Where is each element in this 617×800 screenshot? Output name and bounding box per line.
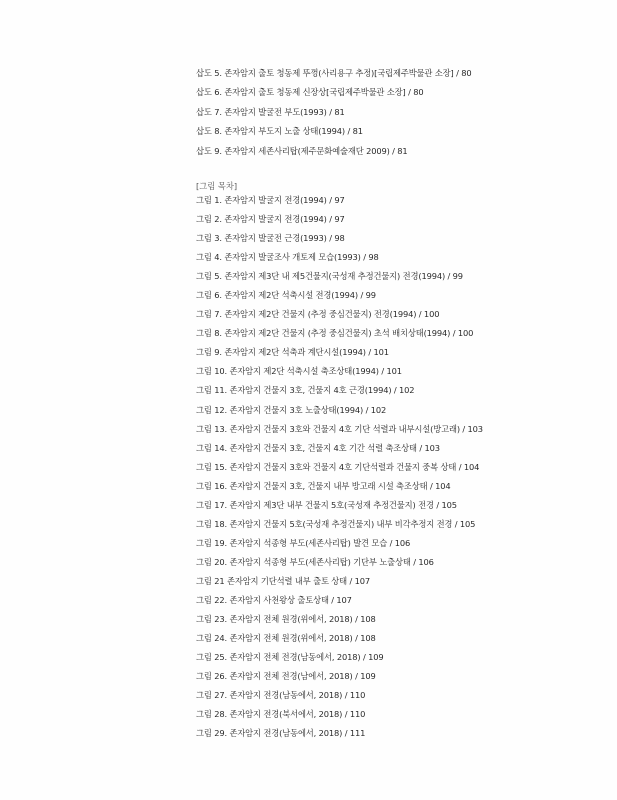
figure-entry: 그림 24. 존자암지 전체 원경(위에서, 2018) / 108 [196,633,376,644]
figure-entry: 그림 2. 존자암지 발굴지 전경(1994) / 97 [196,214,345,225]
figure-entry: 그림 14. 존자암지 건물지 3호, 건물지 4호 기간 석렬 축조상태 / 103 [196,442,440,453]
figure-entry: 그림 8. 존자암지 제2단 건물지 (추정 중심건물지) 초석 배치상태(1994) / 100 [196,328,474,339]
figure-entry: 그림 23. 존자암지 전체 원경(위에서, 2018) / 108 [196,614,376,625]
figure-entry: 그림 7. 존자암지 제2단 건물지 (추정 중심건물지) 전경(1994) / 100 [196,309,440,320]
figure-entry: 그림 3. 존자암지 발굴전 근경(1993) / 98 [196,233,345,244]
figure-entry: 그림 17. 존자암지 제3단 내부 건물지 5호(국성재 추정건물지) 전경 / 105 [196,499,457,510]
figure-entry: 그림 27. 존자암지 전경(남동에서, 2018) / 110 [196,690,366,701]
figure-entry: 그림 4. 존자암지 발굴조사 개토제 모습(1993) / 98 [196,252,379,263]
plate-entry: 삽도 9. 존자암지 세존사리탑(제주문화예술재단 2009) / 81 [196,145,408,156]
figure-entry: 그림 12. 존자암지 건물지 3호 노출상태(1994) / 102 [196,404,387,415]
figure-entry: 그림 18. 존자암지 건물지 5호(국성재 추정건물지) 내부 비각추정지 전경 / 105 [196,518,476,529]
figure-entry: 그림 26. 존자암지 전체 전경(남에서, 2018) / 109 [196,671,376,682]
figure-entry: 그림 13. 존자암지 건물지 3호와 건물지 4호 기단 석렬과 내부시설(방고래) / 103 [196,423,483,434]
plates-list [196,64,606,161]
figure-entry: 그림 16. 존자암지 건물지 3호, 건물지 내부 방고래 시설 축조상태 / 104 [196,480,451,491]
figure-entry: 그림 10. 존자암지 제2단 석축시설 축조상태(1994) / 101 [196,366,402,377]
figure-entry: 그림 29. 존자암지 전경(남동에서, 2018) / 111 [196,728,366,739]
figure-entry: 그림 20. 존자암지 석종형 부도(세존사리탑) 기단부 노출상태 / 106 [196,556,434,567]
figure-entry: 그림 22. 존자암지 사천왕상 출토상태 / 107 [196,594,352,605]
plate-entry: 삽도 6. 존자암지 출토 청동제 신장상[국립제주박물관 소장] / 80 [196,87,424,98]
plate-entry: 삽도 7. 존자암지 발굴전 부도(1993) / 81 [196,106,345,117]
figure-entry: 그림 19. 존자암지 석종형 부도(세존사리탑) 발견 모습 / 106 [196,537,411,548]
figure-entry: 그림 11. 존자암지 건물지 3호, 건물지 4호 근경(1994) / 102 [196,385,415,396]
plate-entry: 삽도 5. 존자암지 출토 청동제 뚜껑(사리용구 추정)[국립제주박물관 소장] / 80 [196,68,472,78]
figure-entry: 그림 1. 존자암지 발굴지 전경(1994) / 97 [196,195,345,205]
figure-entry: 그림 5. 존자암지 제3단 내 제5건물지(국성재 추정건물지) 전경(1994) / 99 [196,271,463,282]
figure-entry: 그림 28. 존자암지 전경(북서에서, 2018) / 110 [196,709,366,720]
figure-entry: 그림 15. 존자암지 건물지 3호와 건물지 4호 기단석렬과 건물지 중복 상태 / 104 [196,461,480,472]
plate-entry: 삽도 8. 존자암지 부도지 노출 상태(1994) / 81 [196,126,363,137]
figures-list [196,191,606,743]
figure-entry: 그림 9. 존자암지 제2단 석축과 계단시설(1994) / 101 [196,347,389,358]
figure-entry: 그림 21 존자암지 기단석렬 내부 출토 상태 / 107 [196,575,371,586]
figure-entry: 그림 6. 존자암지 제2단 석축시설 전경(1994) / 99 [196,290,376,301]
figure-entry: 그림 25. 존자암지 전체 전경(남동에서, 2018) / 109 [196,652,384,663]
figures-section-heading: [그림 목차] [196,181,238,191]
